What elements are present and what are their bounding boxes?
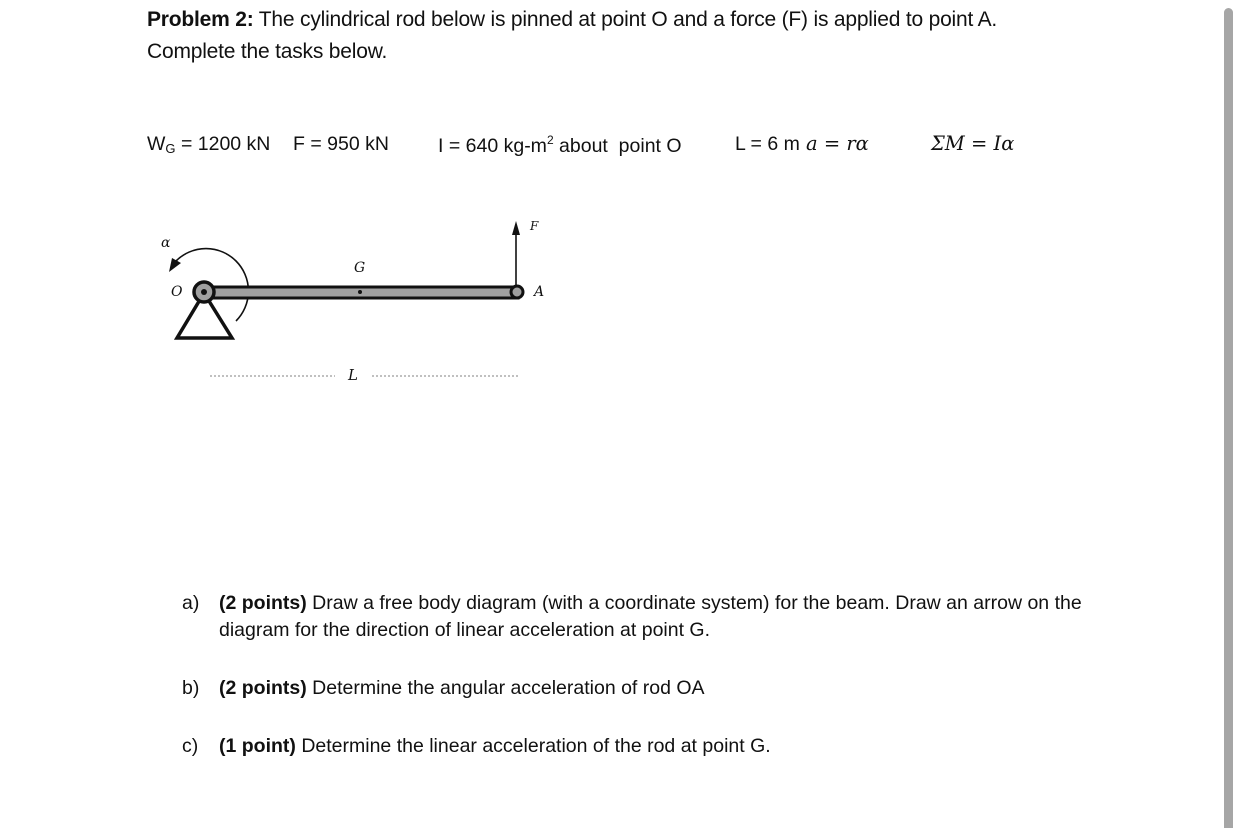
alpha-label: α: [161, 235, 171, 251]
scrollbar-thumb[interactable]: [1224, 8, 1233, 828]
end-a-label: A: [534, 284, 545, 300]
task-body: [219, 733, 1109, 760]
task-letter: c): [182, 735, 199, 757]
end-a-icon: [511, 286, 523, 298]
center-g-label: G: [354, 260, 366, 276]
given-moment-equation: ΣM = Iα: [931, 132, 1015, 155]
force-label: F: [530, 219, 539, 233]
task-points: (2 points): [219, 677, 307, 699]
rod-body: [210, 287, 518, 298]
given-values: [0, 133, 1100, 163]
given-length: L = 6 m: [735, 133, 800, 155]
pin-o-label: O: [171, 284, 183, 300]
task-text: Draw a free body diagram (with a coordinate system) for the beam. Draw an arrow on the diagram for the direction of linear acceleration at point G.: [219, 592, 1082, 641]
task-points: (2 points): [219, 592, 307, 614]
given-inertia: [438, 133, 682, 158]
alpha-arrowhead-icon: [169, 258, 181, 272]
inertia-prefix: I = 640 kg-m: [438, 135, 547, 157]
problem-statement: [147, 4, 1147, 68]
center-g-dot-icon: [358, 290, 362, 294]
task-text: Determine the angular acceleration of rod OA: [306, 677, 705, 699]
task-body: [219, 675, 1109, 702]
given-weight: [147, 133, 270, 156]
weight-symbol: W: [147, 133, 166, 155]
task-letter: b): [182, 677, 200, 699]
task-text: Determine the linear acceleration of the rod at point G.: [295, 735, 771, 757]
given-force: F = 950 kN: [293, 133, 389, 155]
task-letter: a): [182, 592, 200, 614]
problem-text-line2: Complete the tasks below.: [147, 40, 388, 63]
inertia-suffix: about point O: [553, 135, 682, 157]
task-points: (1 point): [219, 735, 296, 757]
length-label: L: [348, 366, 358, 384]
inertia-superscript: 2: [546, 133, 554, 147]
pin-o-center-icon: [201, 289, 207, 295]
task-body: [219, 590, 1109, 644]
weight-subscript: G: [165, 141, 176, 156]
problem-text: The cylindrical rod below is pinned at point O and a force (F) is applied to point A.: [258, 8, 998, 31]
rod-diagram-graphic: [150, 210, 550, 390]
given-accel-relation: a = rα: [806, 132, 869, 155]
weight-value: = 1200 kN: [180, 133, 271, 155]
rod-diagram: [150, 210, 550, 390]
problem-label: Problem 2:: [147, 8, 254, 31]
force-arrowhead-icon: [512, 221, 520, 235]
